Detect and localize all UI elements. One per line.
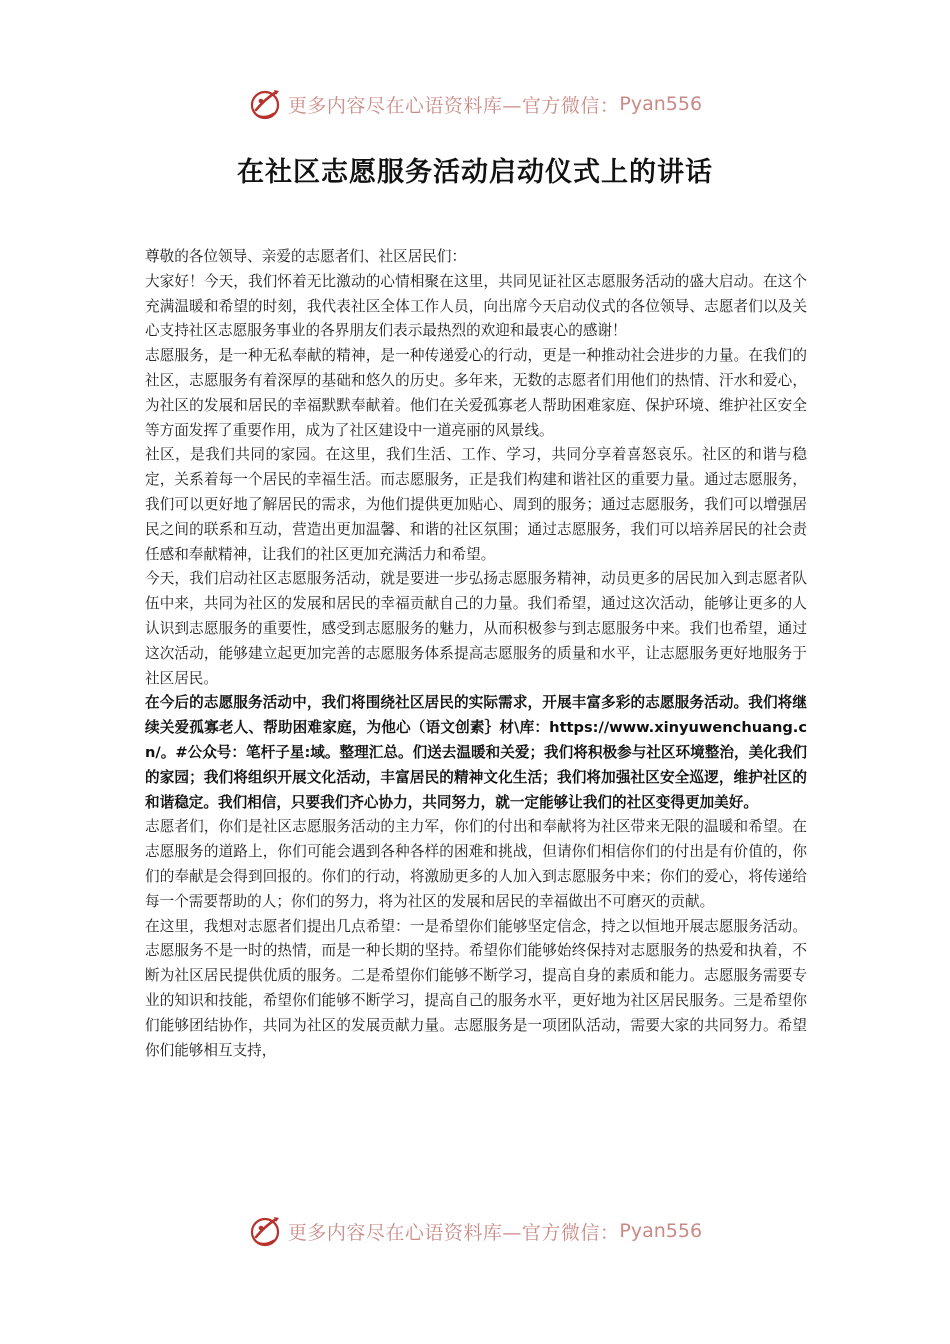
- footer-banner: [0, 1211, 950, 1251]
- paragraph: 大家好！今天，我们怀着无比激动的心情相聚在这里，共同见证社区志愿服务活动的盛大启动。在这个充满温暖和希望的时刻，我代表社区全体工作人员，向出席今天启动仪式的各位领导、志愿者们以及关心支持社区志愿服务事业的各界朋友们表示最热烈的欢迎和最衷心的感谢！: [145, 272, 807, 340]
- salutation: 尊敬的各位领导、亲爱的志愿者们、社区居民们：: [145, 248, 467, 265]
- wechat-id: Pyan556: [619, 93, 703, 115]
- paragraph: 志愿服务，是一种无私奉献的精神，是一种传递爱心的行动，更是一种推动社会进步的力量。在我们的社区，志愿服务有着深厚的基础和悠久的历史。多年来，无数的志愿者们用他们的热情、汗水和爱心，为社区的发展和居民的幸福默默奉献着。他们在关爱孤寡老人帮助困难家庭、保护环境、维护社区安全等方面发挥了重要作用，成为了社区建设中一道亮丽的风景线。: [145, 347, 807, 439]
- wechat-id: Pyan556: [619, 1220, 703, 1242]
- paragraph: 志愿者们，你们是社区志愿服务活动的主力军，你们的付出和奉献将为社区带来无限的温暖和希望。在志愿服务的道路上，你们可能会遇到各种各样的困难和挑战，但请你们相信你们的付出是有价值的，你们的奉献是会得到回报的。你们的行动，将激励更多的人加入到志愿服务中来；你们的爱心，将传递给每一个需要帮助的人；你们的努力，将为社区的发展和居民的幸福做出不可磨灭的贡献。: [145, 818, 807, 910]
- document-title: 在社区志愿服务活动启动仪式上的讲话: [237, 157, 713, 188]
- paragraph: 社区，是我们共同的家园。在这里，我们生活、工作、学习，共同分享着喜怒哀乐。社区的和谐与稳定，关系着每一个居民的幸福生活。而志愿服务，正是我们构建和谐社区的重要力量。通过志愿服务，我们可以更好地了解居民的需求，为他们提供更加贴心、周到的服务；通过志愿服务，我们可以增强居民之间的联系和互动，营造出更加温馨、和谐的社区氛围；通过志愿服务，我们可以培养居民的社会责任感和奉献精神，让我们的社区更加充满活力和希望。: [145, 446, 807, 563]
- banner-text: 更多内容尽在心语资料库—官方微信：: [287, 94, 620, 117]
- banner-text: 更多内容尽在心语资料库—官方微信：: [287, 1221, 620, 1244]
- document-body: [145, 245, 807, 1063]
- paragraph: 在这里，我想对志愿者们提出几点希望：一是希望你们能够坚定信念，持之以恒地开展志愿服务活动。志愿服务不是一时的热情，而是一种长期的坚持。希望你们能够始终保持对志愿服务的热爱和执着，不断为社区居民提供优质的服务。二是希望你们能够不断学习，提高自身的素质和能力。志愿服务需要专业的知识和技能，希望你们能够不断学习，提高自己的服务水平，更好地为社区居民服务。三是希望你们能够团结协作，共同为社区的发展贡献力量。志愿服务是一项团队活动，需要大家的共同努力。希望你们能够相互支持，: [145, 917, 807, 1059]
- logo-icon: [248, 1213, 284, 1249]
- paragraph-bold: 在今后的志愿服务活动中，我们将围绕社区居民的实际需求，开展丰富多彩的志愿服务活动。我们将继续关爱孤寡老人、帮助困难家庭，为他心（语文创素｝材\库：https://www.xinyuwenchuang.cn/。#公众号：笔杆子星:域。整理汇总。们送去温暖和关爱；我们将积极参与社区环境整治，美化我们的家园；我们将组织开展文化活动，丰富居民的精神文化生活；我们将加强社区安全巡逻，维护社区的和谐稳定。我们相信，只要我们齐心协力，共同努力，就一定能够让我们的社区变得更加美好。: [145, 694, 807, 811]
- paragraph: 今天，我们启动社区志愿服务活动，就是要进一步弘扬志愿服务精神，动员更多的居民加入到志愿者队伍中来，共同为社区的发展和居民的幸福贡献自己的力量。我们希望，通过这次活动，能够让更多的人认识到志愿服务的重要性，感受到志愿服务的魅力，从而积极参与到志愿服务中来。我们也希望，通过这次活动，能够建立起更加完善的志愿服务体系提高志愿服务的质量和水平，让志愿服务更好地服务于社区居民。: [145, 570, 807, 687]
- logo-icon: [248, 86, 284, 122]
- header-banner: [0, 84, 950, 124]
